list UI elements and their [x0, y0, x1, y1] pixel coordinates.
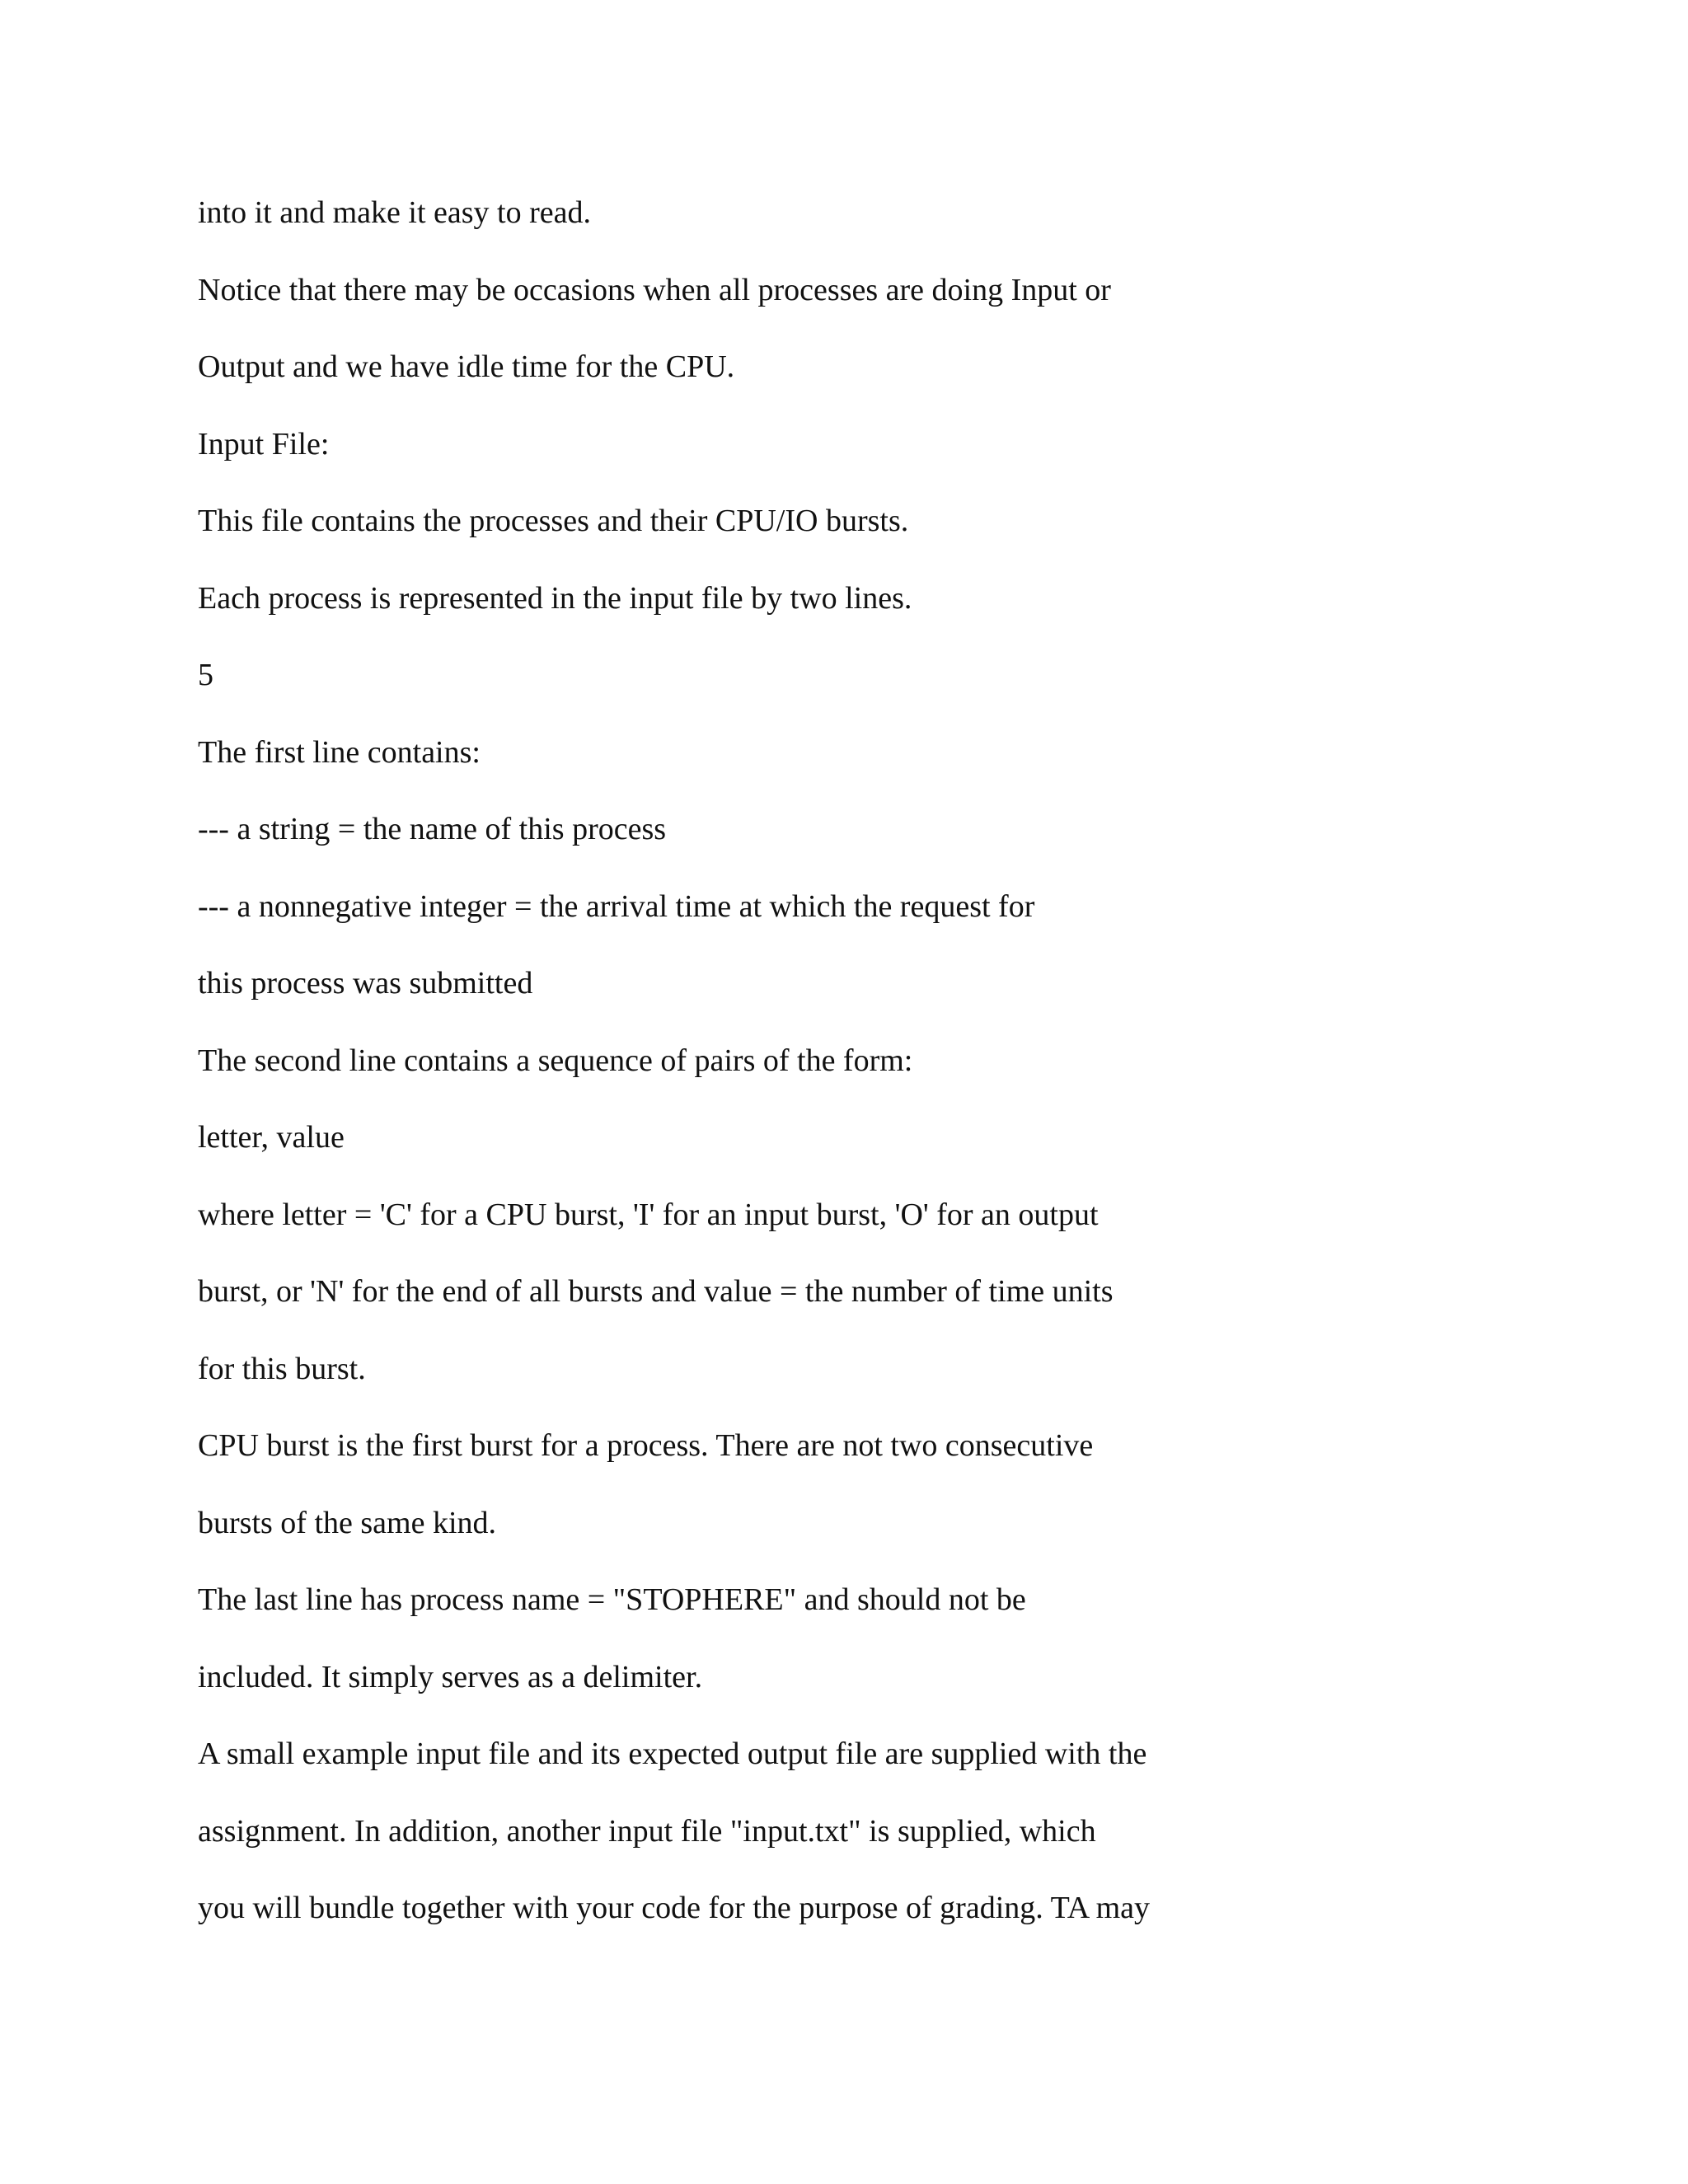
body-text-line: assignment. In addition, another input file "input.txt" is supplied, which — [198, 1813, 1096, 1849]
body-text-line: into it and make it easy to read. — [198, 195, 591, 230]
body-text-line: for this burst. — [198, 1351, 366, 1386]
page-number: 5 — [198, 658, 213, 692]
body-text-line: The first line contains: — [198, 734, 481, 770]
body-text-line: letter, value — [198, 1120, 345, 1155]
body-text-line: The last line has process name = "STOPHERE" and should not be — [198, 1582, 1026, 1617]
body-text-line: CPU burst is the first burst for a process. There are not two consecutive — [198, 1428, 1094, 1463]
body-text-line: this process was submitted — [198, 966, 533, 1001]
list-item: --- a string = the name of this process — [198, 812, 667, 846]
body-text-line: where letter = 'C' for a CPU burst, 'I' for an input burst, 'O' for an output — [198, 1197, 1099, 1232]
body-text-line: Each process is represented in the input file by two lines. — [198, 580, 912, 616]
body-text-line: you will bundle together with your code for the purpose of grading. TA may — [198, 1891, 1151, 1925]
section-heading-input-file: Input File: — [198, 426, 330, 462]
list-item: --- a nonnegative integer = the arrival time at which the request for — [198, 888, 1035, 924]
body-text-line: The second line contains a sequence of pairs of the form: — [198, 1043, 913, 1078]
body-text-line: Notice that there may be occasions when all processes are doing Input or — [198, 272, 1111, 307]
body-text-line: This file contains the processes and their CPU/IO bursts. — [198, 504, 909, 538]
document-body — [198, 196, 1484, 1969]
body-text-line: bursts of the same kind. — [198, 1505, 497, 1540]
body-text-line: Output and we have idle time for the CPU. — [198, 349, 735, 384]
body-text-line: burst, or 'N' for the end of all bursts and value = the number of time units — [198, 1274, 1114, 1309]
body-text-line: A small example input file and its expected output file are supplied with the — [198, 1736, 1147, 1771]
body-text-line: included. It simply serves as a delimiter. — [198, 1659, 703, 1694]
